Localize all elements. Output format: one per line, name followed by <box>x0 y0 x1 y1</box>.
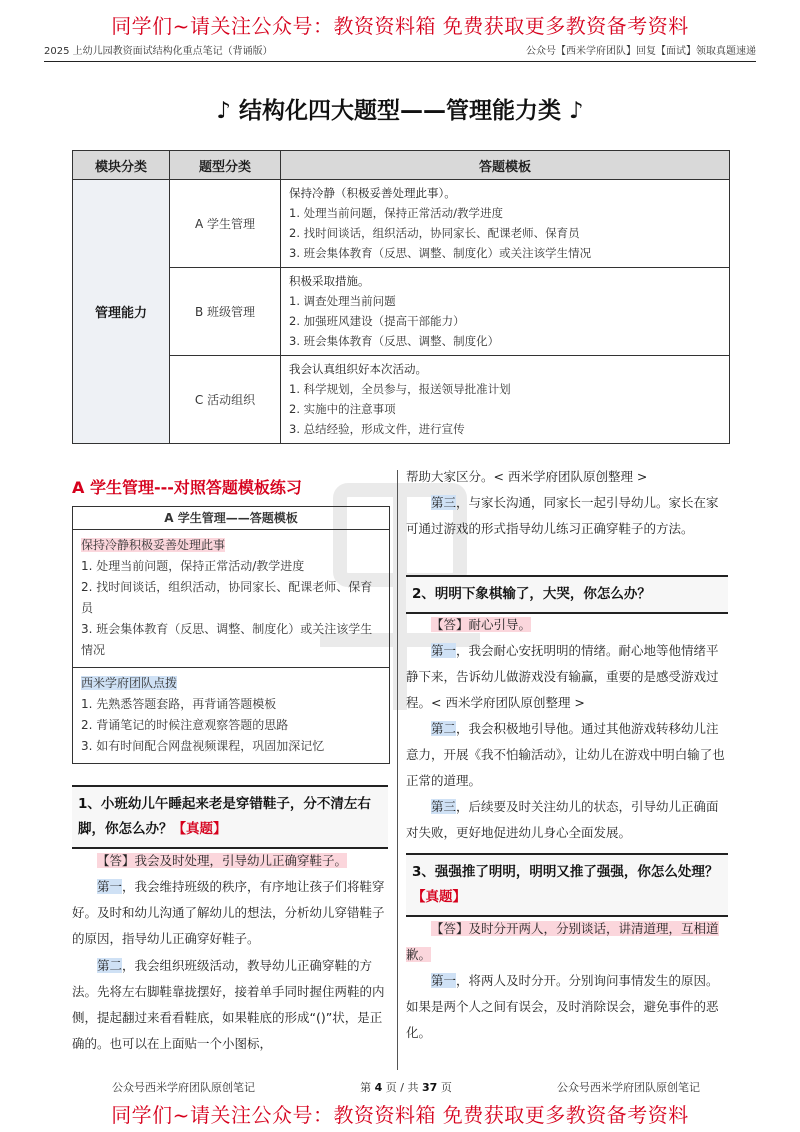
overview-table-header <box>73 151 729 180</box>
answer-step-paragraph <box>72 874 388 952</box>
answer-step-paragraph <box>406 638 728 716</box>
current-page: 4 <box>374 1081 383 1094</box>
template-line: 2. 加强班风建设（提高干部能力） <box>289 314 465 328</box>
answer-text: 【答】及时分开两人，分别谈话，讲清道理，互相道歉。 <box>406 921 719 962</box>
answer-paragraph <box>406 612 728 638</box>
template-box <box>72 506 390 764</box>
continued-text: 帮助大家区分。< 西米学府团队原创整理 > <box>406 469 648 484</box>
section-title: A 学生管理---对照答题模板练习 <box>72 478 302 497</box>
tip-item: 2. 背诵笔记的时候注意观察答题的思路 <box>81 718 289 732</box>
template-line: 3. 班会集体教育（反思、调整、制度化）或关注该学生情况 <box>289 246 592 260</box>
template-line: 积极采取措施。 <box>289 274 370 288</box>
type-cell: C 活动组织 <box>170 356 281 443</box>
tip-item: 1. 先熟悉答题套路，再背诵答题模板 <box>81 697 277 711</box>
total-pages: 37 <box>422 1081 438 1094</box>
page-number <box>360 1079 452 1095</box>
step-keyword: 第三 <box>431 799 457 814</box>
step-keyword: 第一 <box>431 973 457 988</box>
step-text: ，我会维持班级的秩序，有序地让孩子们将鞋穿好。及时和幼儿沟通了解幼儿的想法，分析幼儿穿错鞋子的原因，指导幼儿正确穿好鞋子。 <box>72 879 385 946</box>
template-step: 2. 找时间谈话，组织活动，协同家长、配课老师、保育员 <box>81 580 373 615</box>
type-cell: A 学生管理 <box>170 180 281 267</box>
template-line: 1. 调查处理当前问题 <box>289 294 396 308</box>
column-divider <box>397 470 398 1070</box>
step-text: ，我会耐心安抚明明的情绪。耐心地等他情绪平静下来，告诉幼儿做游戏没有输赢，重要的是感受游戏过程。< 西米学府团队原创整理 > <box>406 643 719 710</box>
answer-paragraph <box>72 848 388 874</box>
module-cell: 管理能力 <box>73 180 170 443</box>
step-text: ，我会积极地引导他。通过其他游戏转移幼儿注意力，开展《我不怕输活动》，让幼儿在游戏中明白输了也正常的道理。 <box>406 721 725 788</box>
header-cell-template: 答题模板 <box>478 159 531 175</box>
header-right-text: 公众号【西米学府团队】回复【面试】领取真题速递 <box>526 46 756 57</box>
header-left-text: 2025 上幼儿园教资面试结构化重点笔记（背诵版） <box>44 46 273 57</box>
top-promo-banner: 同学们~请关注公众号：教资资料箱 免费获取更多教资备考资料 <box>111 14 689 38</box>
step-keyword: 第一 <box>97 879 123 894</box>
answer-step-paragraph <box>406 490 728 542</box>
page-mid: 页 / 共 <box>382 1081 423 1094</box>
template-step: 1. 处理当前问题，保持正常活动/教学进度 <box>81 559 305 573</box>
answer-step-paragraph <box>406 968 728 1046</box>
question-1-text: 1、小班幼儿午睡起来老是穿错鞋子，分不清左右脚，你怎么办？ <box>78 796 371 837</box>
header-cell-type: 题型分类 <box>170 151 281 179</box>
table-row <box>170 180 729 268</box>
template-cell <box>281 268 729 355</box>
question-3-text: 3、强强推了明明，明明又推了强强，你怎么处理？ <box>412 864 719 880</box>
step-text: ，将两人及时分开。分别询问事情发生的原因。如果是两个人之间有误会，及时消除误会，避免事件的恶化。 <box>406 973 719 1040</box>
question-3-box <box>406 853 728 917</box>
page-footer <box>112 1079 700 1095</box>
answer-step-paragraph <box>406 794 728 846</box>
template-line: 1. 处理当前问题，保持正常活动/教学进度 <box>289 206 504 220</box>
page-suffix: 页 <box>437 1081 452 1094</box>
bottom-promo-banner: 同学们~请关注公众号：教资资料箱 免费获取更多教资备考资料 <box>111 1103 689 1127</box>
answer-step-paragraph <box>406 716 728 794</box>
template-line: 3. 班会集体教育（反思、调整、制度化） <box>289 334 500 348</box>
template-line: 2. 找时间谈话，组织活动，协同家长、配课老师、保育员 <box>289 226 580 240</box>
question-2-text: 2、明明下象棋输了，大哭，你怎么办？ <box>412 586 651 602</box>
step-text: ，后续要及时关注幼儿的状态，引导幼儿正确面对失败，更好地促进幼儿身心全面发展。 <box>406 799 719 840</box>
question-3-tag: 【真题】 <box>412 889 466 905</box>
question-1-tag: 【真题】 <box>172 821 227 837</box>
type-cell: B 班级管理 <box>170 268 281 355</box>
table-row <box>170 356 729 443</box>
step-text: ，与家长沟通，同家长一起引导幼儿。家长在家可通过游戏的形式指导幼儿练习正确穿鞋子的方法。 <box>406 495 719 536</box>
footer-left-text: 公众号西米学府团队原创笔记 <box>112 1081 255 1094</box>
template-lead: 保持冷静积极妥善处理此事 <box>81 538 226 552</box>
footer-right-text: 公众号西米学府团队原创笔记 <box>556 1081 700 1094</box>
template-line: 3. 总结经验，形成文件，进行宣传 <box>289 422 465 436</box>
step-keyword: 第一 <box>431 643 457 658</box>
template-line: 1. 科学规划，全员参与，报送领导批准计划 <box>289 382 511 396</box>
tip-item: 3. 如有时间配合网盘视频课程，巩固加深记忆 <box>81 739 325 753</box>
template-box-steps <box>73 530 389 667</box>
template-line: 2. 实施中的注意事项 <box>289 402 396 416</box>
tips-section <box>73 667 389 763</box>
step-keyword: 第二 <box>431 721 457 736</box>
template-step: 3. 班会集体教育（反思、调整、制度化）或关注该学生情况 <box>81 622 373 657</box>
step-keyword: 第三 <box>431 495 457 510</box>
answer-step-paragraph <box>72 953 388 1057</box>
table-row <box>170 268 729 356</box>
running-header <box>44 42 756 62</box>
template-box-title: A 学生管理——答题模板 <box>73 507 389 530</box>
question-1-box <box>72 785 388 849</box>
page-title: ♪ 结构化四大题型——管理能力类 ♪ <box>216 98 584 124</box>
answer-text: 【答】我会及时处理，引导幼儿正确穿鞋子。 <box>97 853 348 868</box>
answer-paragraph <box>406 916 728 968</box>
step-keyword: 第二 <box>97 958 123 973</box>
step-text: ，我会组织班级活动，教导幼儿正确穿鞋的方法。先将左右脚鞋靠拢摆好，接着单手同时握住两鞋的内侧，提起翻过来看看鞋底，如果鞋底的形成“()”状，是正确的。也可以在上面贴一个小图标， <box>72 958 385 1051</box>
question-2-box <box>406 575 728 614</box>
template-cell <box>281 356 729 443</box>
template-cell <box>281 180 729 267</box>
page-prefix: 第 <box>360 1081 375 1094</box>
template-line: 我会认真组织好本次活动。 <box>289 362 427 376</box>
answer-text: 【答】耐心引导。 <box>431 617 532 632</box>
tips-title: 西米学府团队点拨 <box>81 676 178 690</box>
header-cell-module: 模块分类 <box>73 151 170 179</box>
overview-table <box>72 150 730 444</box>
continued-paragraph <box>406 464 728 490</box>
template-line: 保持冷静（积极妥善处理此事）。 <box>289 186 456 200</box>
